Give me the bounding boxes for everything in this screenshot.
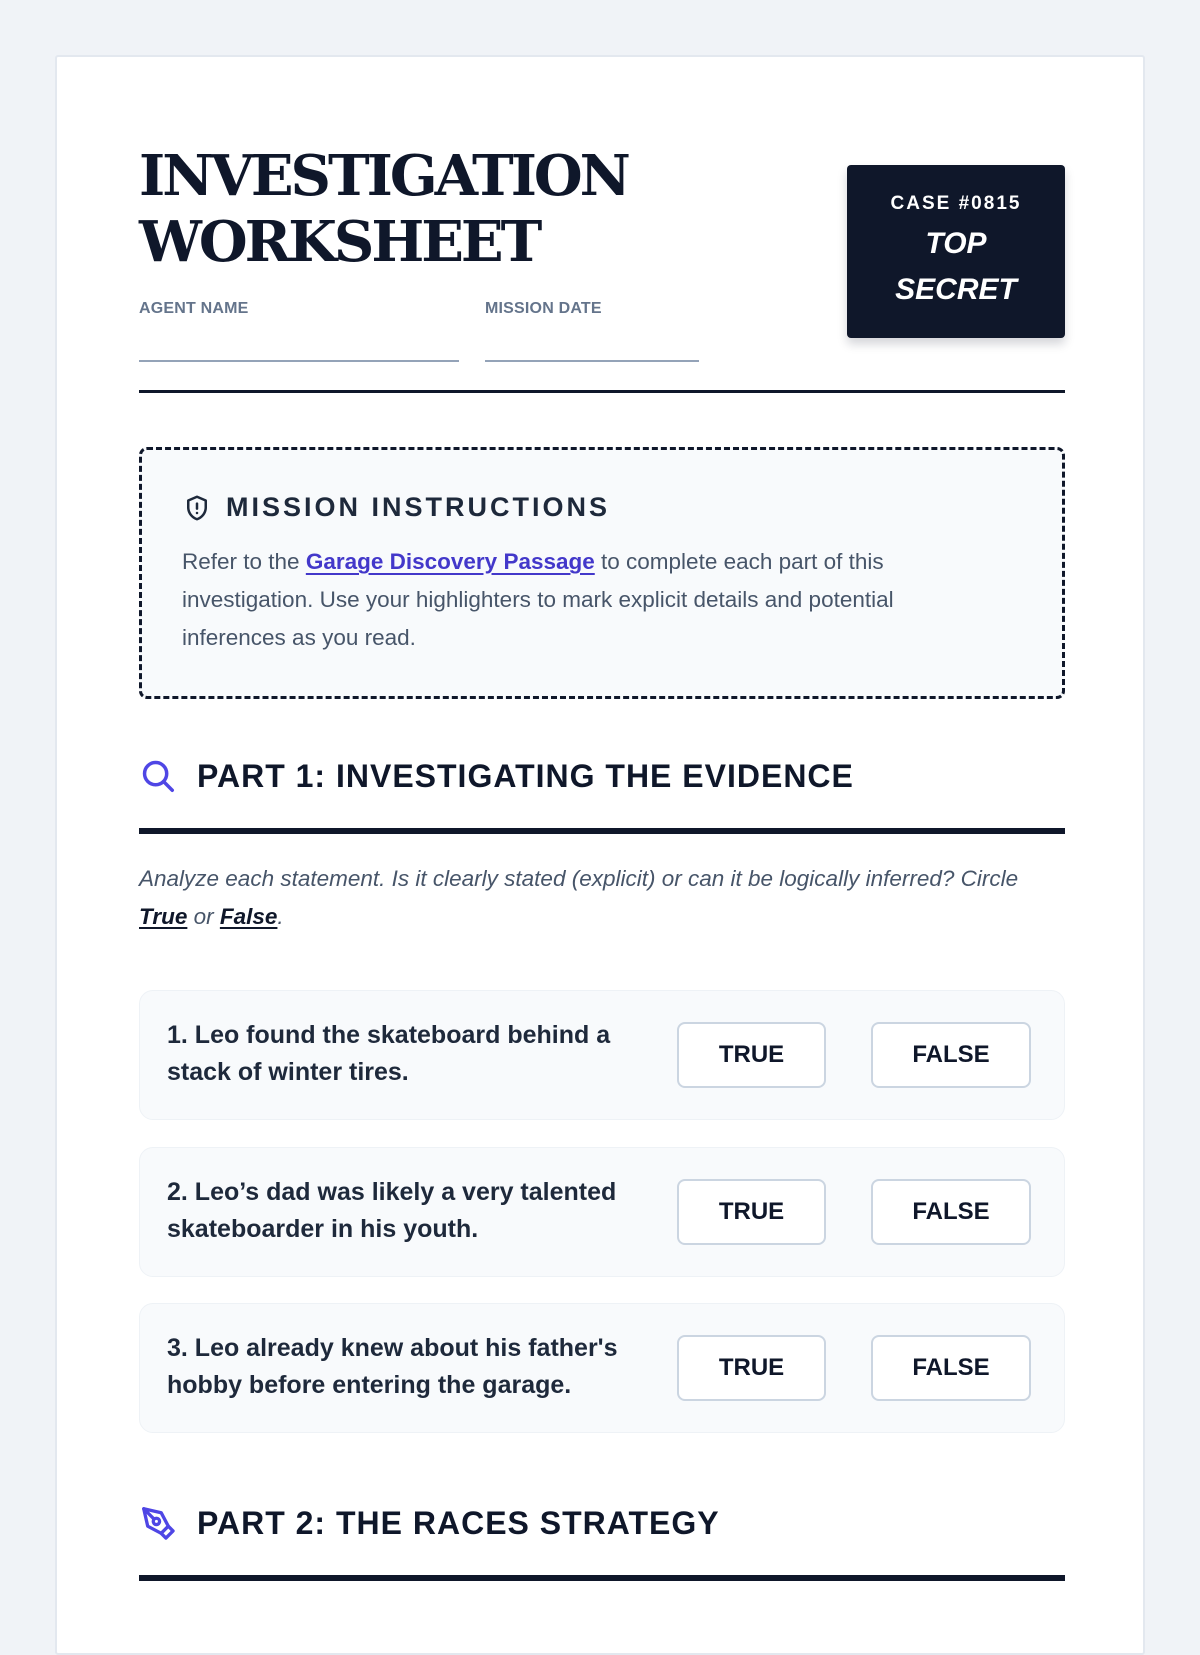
part1-heading bbox=[139, 757, 854, 795]
title-line-1: INVESTIGATION bbox=[139, 143, 628, 209]
part2-divider bbox=[139, 1575, 1065, 1581]
false-button[interactable]: FALSE bbox=[871, 1022, 1031, 1088]
question-text: 2. Leo’s dad was likely a very talented skateboarder in his youth. bbox=[167, 1178, 617, 1243]
directions-period: . bbox=[277, 904, 284, 929]
false-button[interactable]: FALSE bbox=[871, 1335, 1031, 1401]
part2-title: PART 2: THE RACES STRATEGY bbox=[197, 1504, 720, 1541]
instructions-title: MISSION INSTRUCTIONS bbox=[226, 492, 611, 522]
question-card bbox=[139, 1147, 1065, 1277]
directions-text: Analyze each statement. Is it clearly stated (explicit) or can it be logically inferred? Circle bbox=[139, 866, 1019, 891]
directions-false-word: False bbox=[219, 904, 278, 929]
false-button[interactable]: FALSE bbox=[871, 1179, 1031, 1245]
worksheet-title bbox=[139, 143, 628, 275]
pen-tool-icon bbox=[139, 1504, 177, 1542]
true-button[interactable]: TRUE bbox=[677, 1022, 826, 1088]
top-secret-stamp: TOP SECRET bbox=[895, 227, 1017, 306]
directions-true-word: True bbox=[139, 904, 188, 929]
header-divider bbox=[139, 390, 1065, 393]
part2-heading bbox=[139, 1504, 720, 1542]
instructions-heading bbox=[182, 492, 610, 523]
question-text: 3. Leo already knew about his father's hobby before entering the garage. bbox=[167, 1334, 618, 1399]
case-badge bbox=[847, 165, 1065, 338]
instructions-text-start: Refer to the bbox=[182, 549, 306, 574]
directions-or-word: or bbox=[187, 904, 220, 929]
title-line-2: WORKSHEET bbox=[139, 209, 540, 275]
shield-alert-icon bbox=[182, 493, 212, 523]
mission-date-label: MISSION DATE bbox=[485, 300, 602, 317]
passage-link[interactable]: Garage Discovery Passage bbox=[305, 549, 595, 574]
part1-divider bbox=[139, 828, 1065, 834]
mission-instructions-box bbox=[139, 447, 1065, 699]
instructions-text-end: to complete each part of this investigation. Use your highlighters to mark explicit details and potential inferences as you read. bbox=[182, 549, 894, 650]
worksheet-page bbox=[55, 55, 1145, 1655]
true-button[interactable]: TRUE bbox=[677, 1179, 826, 1245]
question-text: 1. Leo found the skateboard behind a stack of winter tires. bbox=[167, 1021, 611, 1086]
question-card bbox=[139, 1303, 1065, 1433]
part1-title: PART 1: INVESTIGATING THE EVIDENCE bbox=[197, 757, 854, 794]
instructions-text bbox=[182, 543, 1002, 657]
agent-name-label: AGENT NAME bbox=[139, 300, 249, 317]
case-number: CASE #0815 bbox=[890, 193, 1022, 214]
true-button[interactable]: TRUE bbox=[677, 1335, 826, 1401]
agent-name-field[interactable] bbox=[139, 360, 459, 362]
part1-directions bbox=[139, 860, 1065, 936]
search-icon bbox=[139, 757, 177, 795]
question-card bbox=[139, 990, 1065, 1120]
mission-date-field[interactable] bbox=[485, 360, 699, 362]
